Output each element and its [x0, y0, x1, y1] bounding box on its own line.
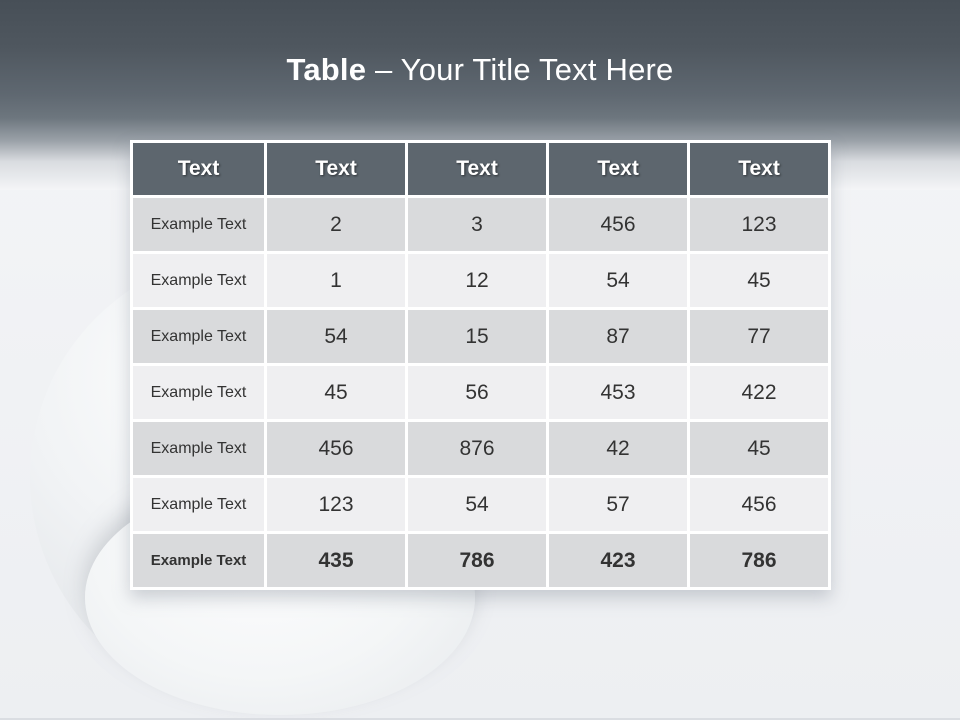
- cell-value: 1: [267, 254, 405, 307]
- table-row: [133, 422, 828, 475]
- table-row: [133, 310, 828, 363]
- slide-title-keyword: Table: [286, 52, 367, 87]
- cell-value: 456: [267, 422, 405, 475]
- table-row: [133, 198, 828, 251]
- cell-value: 56: [408, 366, 546, 419]
- column-header: Text: [267, 143, 405, 195]
- column-header: Text: [408, 143, 546, 195]
- slide-title-subtitle: – Your Title Text Here: [374, 52, 674, 87]
- cell-value: 54: [549, 254, 687, 307]
- cell-value: 123: [267, 478, 405, 531]
- cell-value: 435: [267, 534, 405, 587]
- table-header-row: [133, 143, 828, 195]
- row-label: Example Text: [133, 366, 264, 419]
- cell-value: 12: [408, 254, 546, 307]
- row-label: Example Text: [133, 254, 264, 307]
- cell-value: 3: [408, 198, 546, 251]
- table-row: [133, 534, 828, 587]
- row-label: Example Text: [133, 534, 264, 587]
- cell-value: 786: [408, 534, 546, 587]
- row-label: Example Text: [133, 310, 264, 363]
- table-row: [133, 478, 828, 531]
- column-header: Text: [690, 143, 828, 195]
- cell-value: 456: [690, 478, 828, 531]
- cell-value: 54: [408, 478, 546, 531]
- cell-value: 456: [549, 198, 687, 251]
- cell-value: 45: [267, 366, 405, 419]
- cell-value: 786: [690, 534, 828, 587]
- cell-value: 45: [690, 422, 828, 475]
- cell-value: 45: [690, 254, 828, 307]
- slide-title: [0, 52, 960, 88]
- cell-value: 15: [408, 310, 546, 363]
- cell-value: 87: [549, 310, 687, 363]
- row-label: Example Text: [133, 198, 264, 251]
- table-row: [133, 254, 828, 307]
- cell-value: 876: [408, 422, 546, 475]
- column-header: Text: [549, 143, 687, 195]
- table-row: [133, 366, 828, 419]
- cell-value: 123: [690, 198, 828, 251]
- cell-value: 2: [267, 198, 405, 251]
- cell-value: 453: [549, 366, 687, 419]
- row-label: Example Text: [133, 422, 264, 475]
- column-header: Text: [133, 143, 264, 195]
- cell-value: 54: [267, 310, 405, 363]
- cell-value: 423: [549, 534, 687, 587]
- data-table: [130, 140, 831, 590]
- row-label: Example Text: [133, 478, 264, 531]
- cell-value: 42: [549, 422, 687, 475]
- cell-value: 422: [690, 366, 828, 419]
- cell-value: 77: [690, 310, 828, 363]
- cell-value: 57: [549, 478, 687, 531]
